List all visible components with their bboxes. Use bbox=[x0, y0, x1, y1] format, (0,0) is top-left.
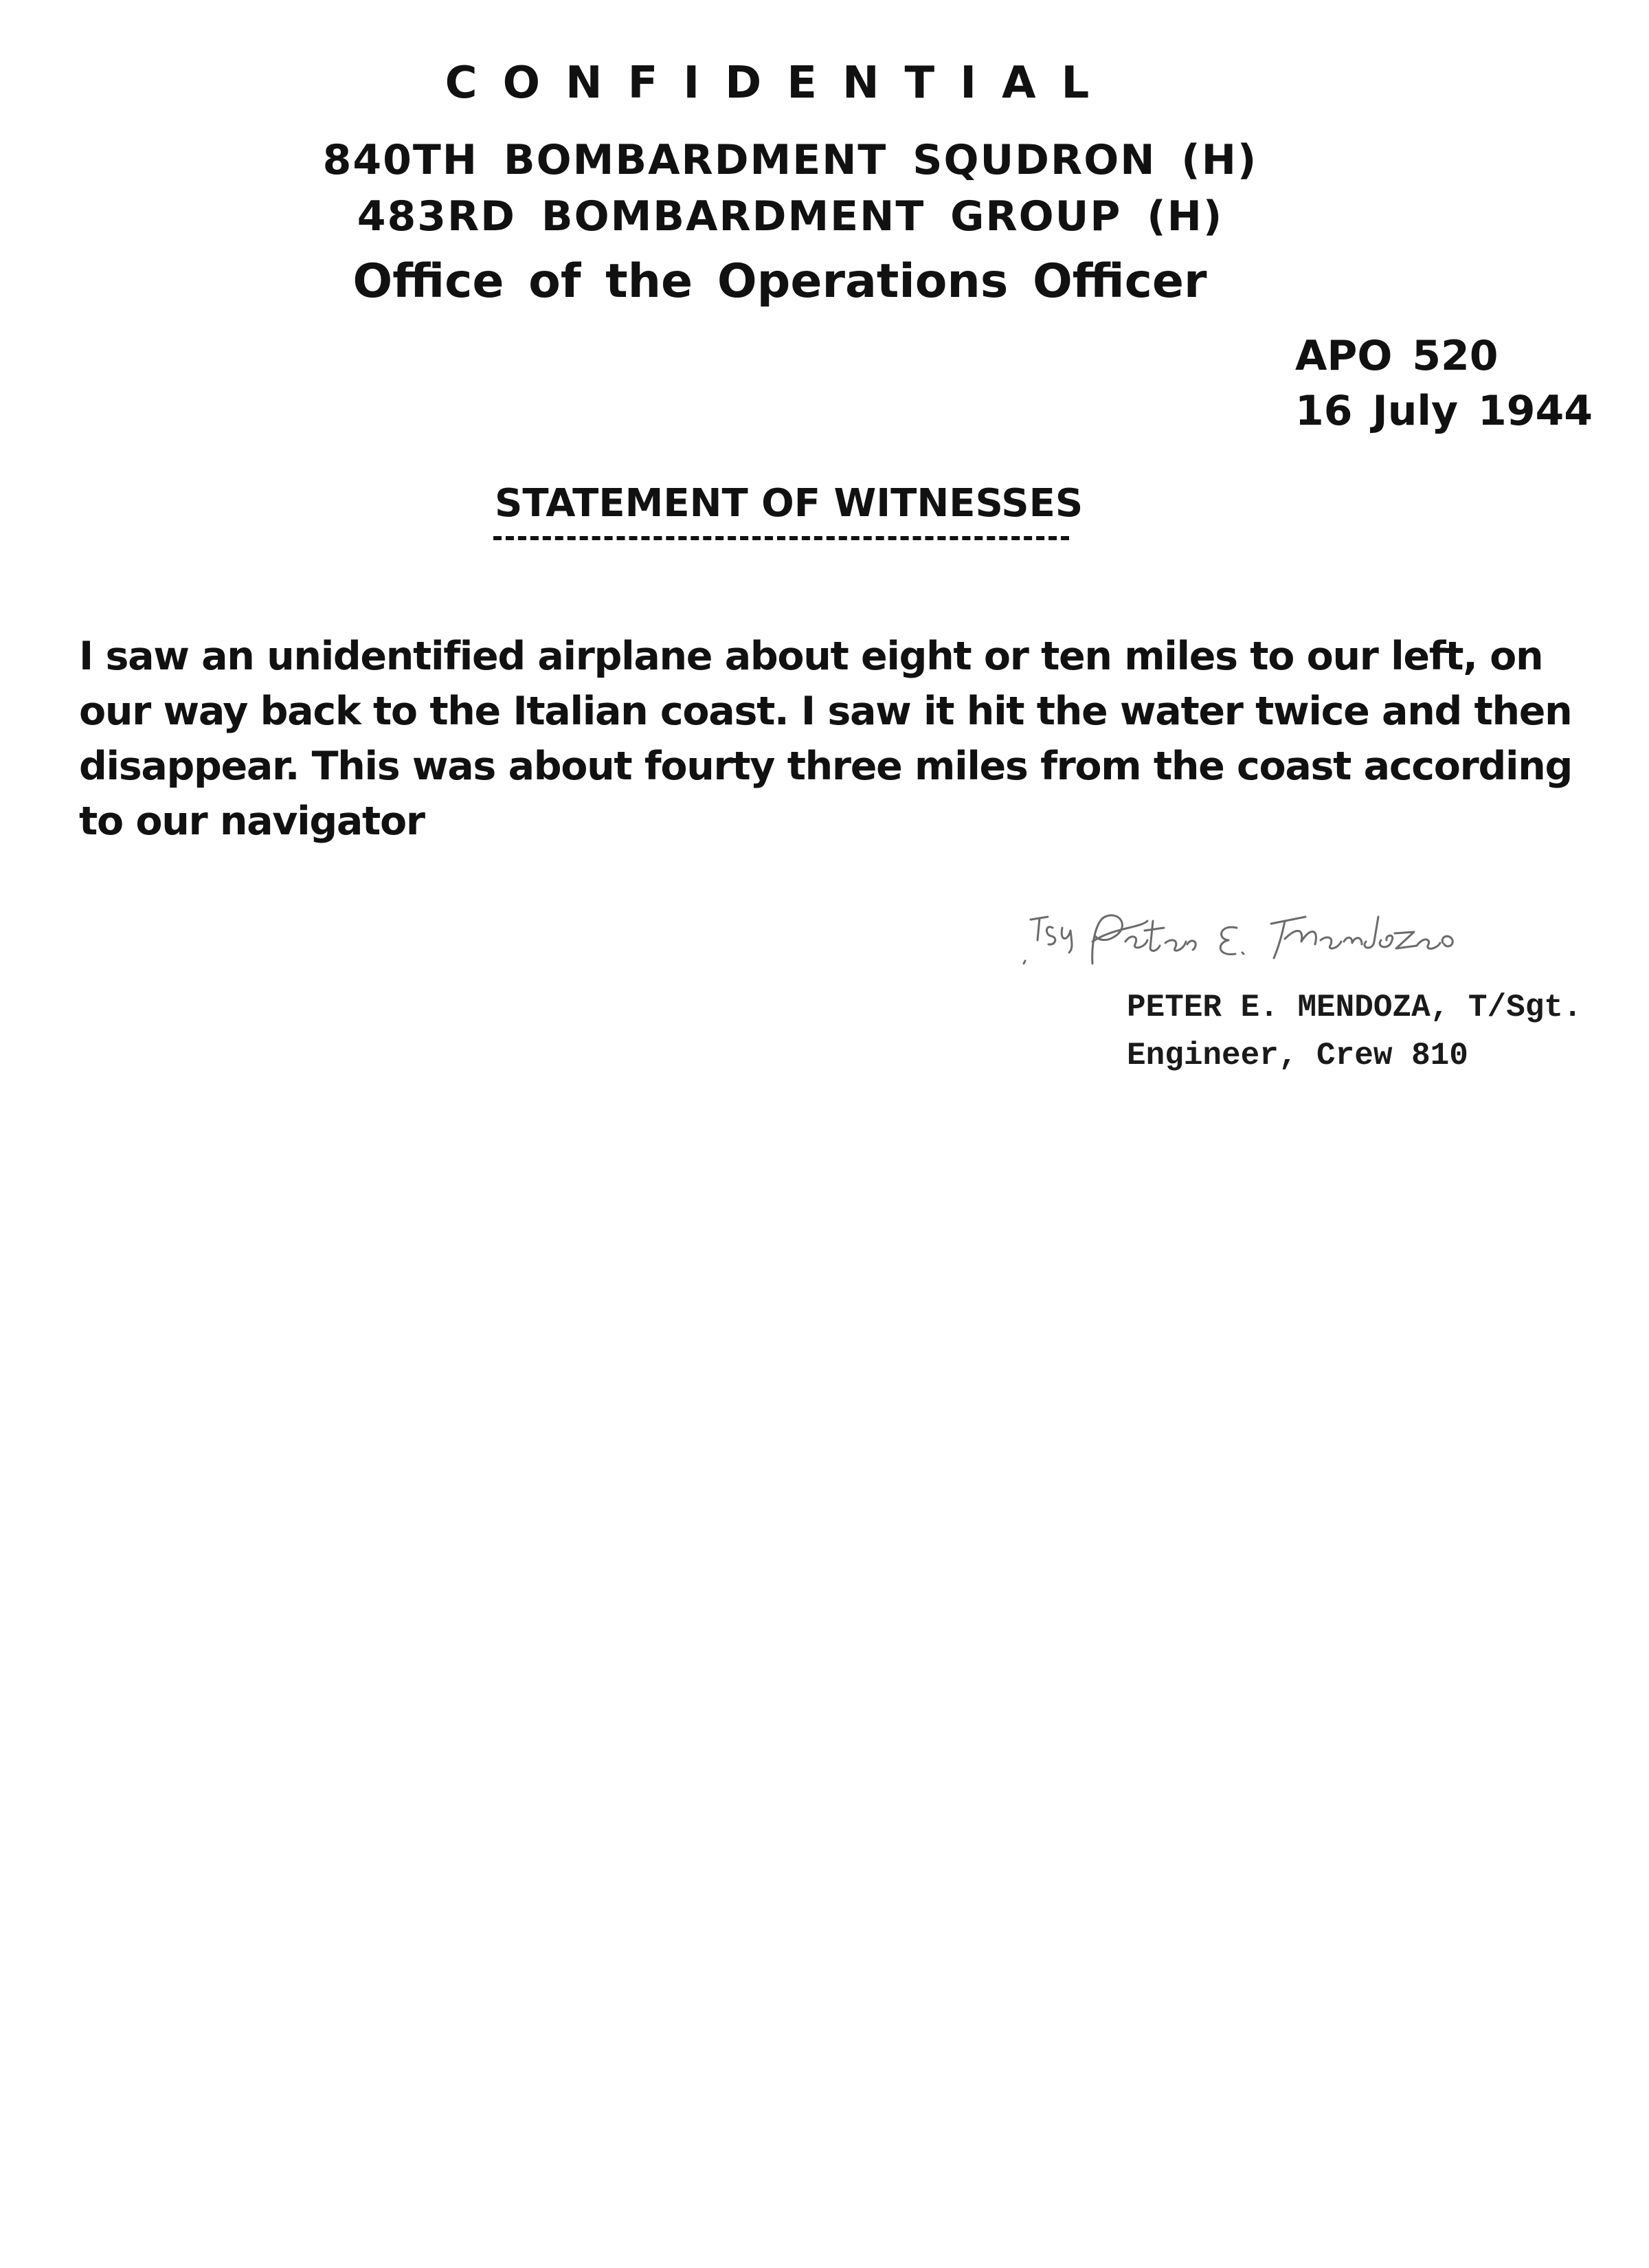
classification-heading: CONFIDENTIAL bbox=[445, 58, 1115, 109]
statement-title: STATEMENT OF WITNESSES bbox=[495, 481, 1084, 526]
typed-signer-role: Engineer, Crew 810 bbox=[1127, 1038, 1468, 1074]
address-date-block bbox=[1295, 329, 1593, 438]
statement-body: I saw an unidentified airplane about eight or ten miles to our left, on our way back to the Italian coast. I saw it hit the water twice and then disappear. This was about fourty three miles from the coast according to our navigator bbox=[79, 634, 1572, 844]
apo-line: APO 520 bbox=[1295, 332, 1499, 380]
group-heading: 483RD BOMBARDMENT GROUP (H) bbox=[357, 192, 1224, 241]
title-underline bbox=[493, 536, 1069, 540]
signature-block bbox=[1010, 900, 1587, 1107]
handwritten-signature bbox=[1010, 900, 1587, 997]
squadron-heading: 840TH BOMBARDMENT SQUDRON (H) bbox=[322, 136, 1258, 184]
office-heading: Office of the Operations Officer bbox=[352, 254, 1207, 309]
date-line: 16 July 1944 bbox=[1295, 387, 1593, 435]
typed-signer-name: PETER E. MENDOZA, T/Sgt. bbox=[1127, 990, 1582, 1025]
